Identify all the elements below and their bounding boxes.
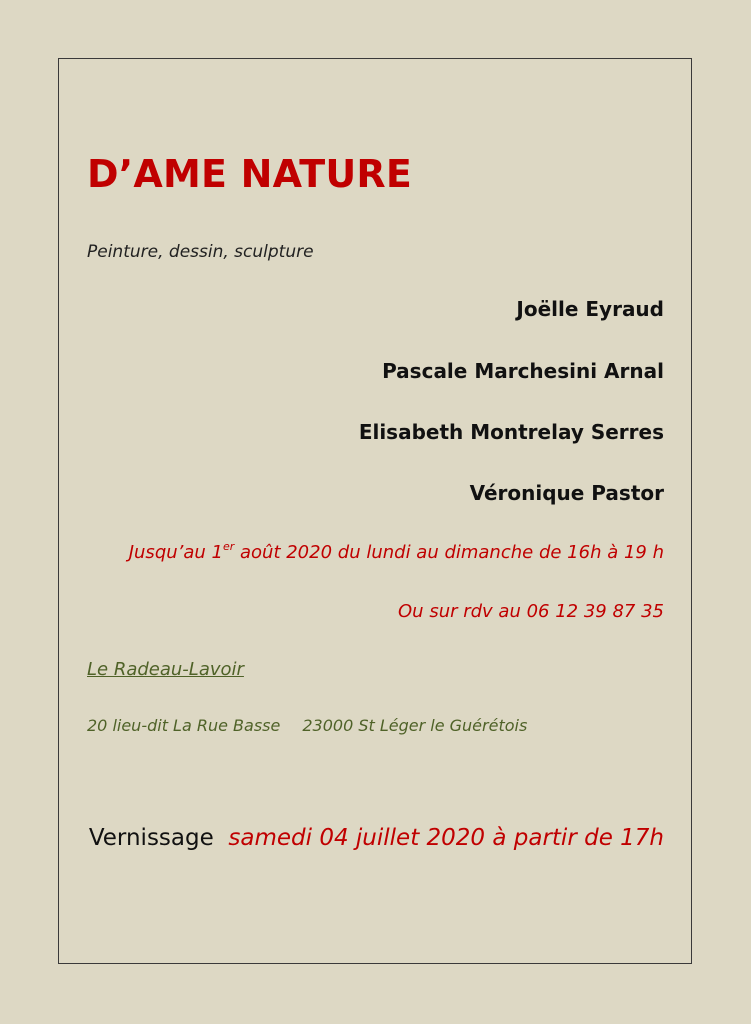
address-city: 23000 St Léger le Guérétois	[302, 716, 528, 735]
venue-address	[87, 716, 527, 735]
artist-name: Véronique Pastor	[469, 481, 664, 505]
opening-dates	[129, 542, 664, 563]
page-title: D’AME NATURE	[87, 152, 413, 196]
vernissage-datetime: samedi 04 juillet 2020 à partir de 17h	[228, 825, 664, 851]
dates-superscript: er	[222, 540, 235, 553]
artist-name: Elisabeth Montrelay Serres	[358, 420, 664, 444]
vernissage-label: Vernissage	[88, 825, 214, 851]
subtitle: Peinture, dessin, sculpture	[87, 242, 314, 262]
vernissage-line	[89, 825, 664, 851]
appointment-info: Ou sur rdv au 06 12 39 87 35	[398, 601, 664, 622]
artist-name: Joëlle Eyraud	[516, 297, 664, 321]
venue-link[interactable]: Le Radeau-Lavoir	[87, 659, 244, 680]
artist-name: Pascale Marchesini Arnal	[382, 359, 664, 383]
dates-prefix: Jusqu’au 1	[128, 542, 223, 563]
address-street: 20 lieu-dit La Rue Basse	[87, 716, 281, 735]
dates-suffix: août 2020 du lundi au dimanche de 16h à 19 h	[234, 542, 664, 563]
